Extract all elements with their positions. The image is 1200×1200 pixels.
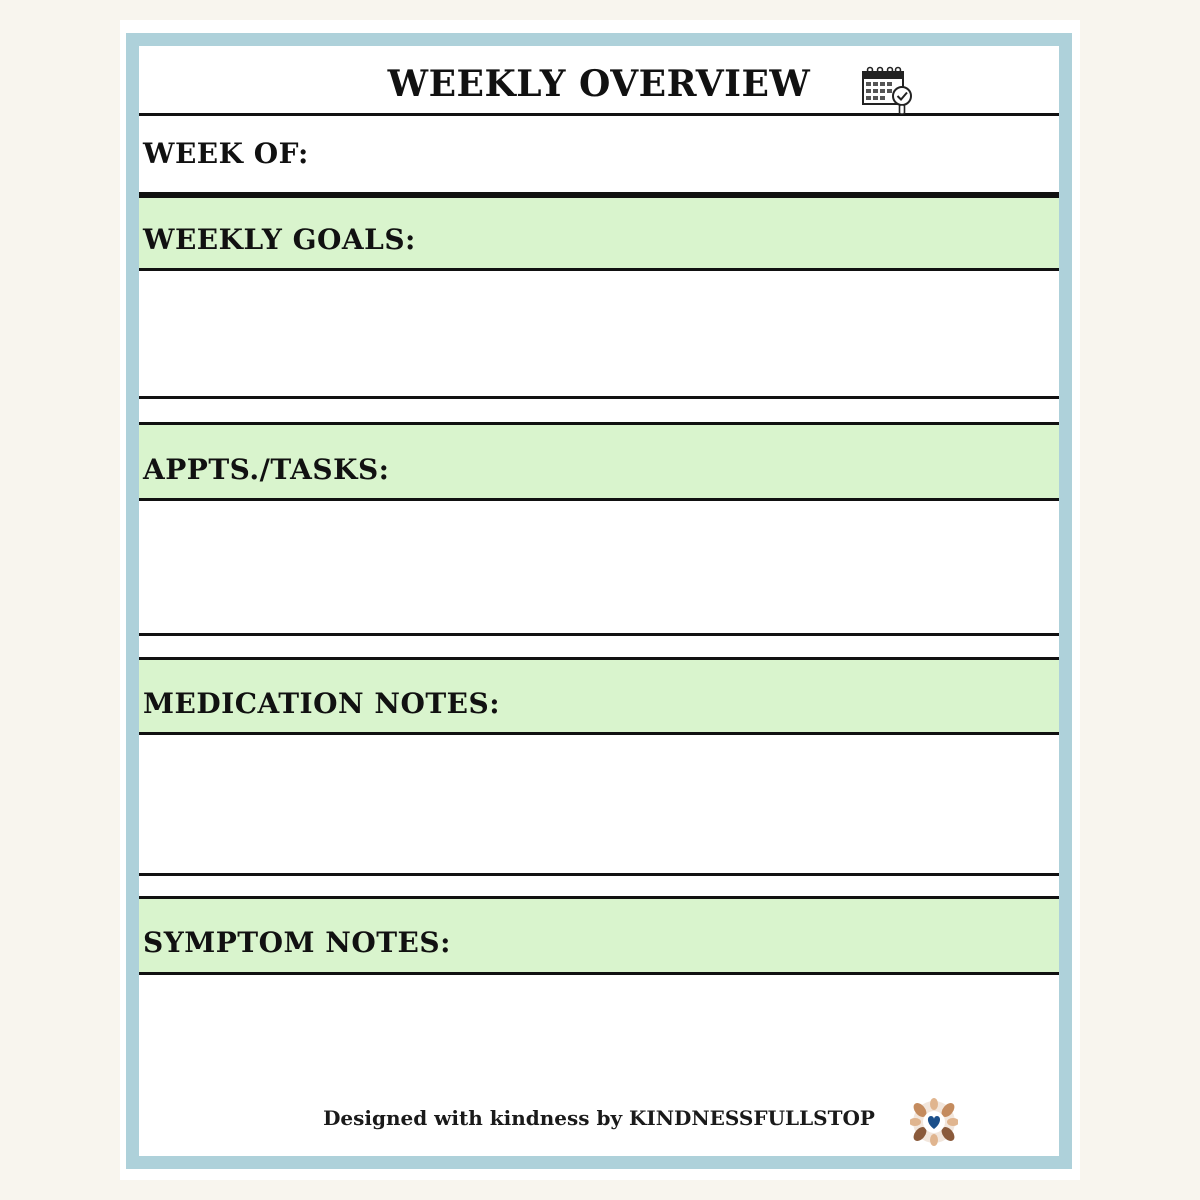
footer-credit: Designed with kindness by KINDNESSFULLSTOP — [323, 1106, 875, 1130]
medication-notes-header — [139, 660, 1059, 735]
footer — [139, 1088, 1059, 1156]
symptom-notes-header — [139, 899, 1059, 975]
appts-tasks-header — [139, 425, 1059, 501]
week-of-row — [139, 116, 1059, 198]
symptom-notes-label: SYMPTOM NOTES: — [143, 926, 451, 959]
appts-tasks-area — [139, 501, 1059, 636]
weekly-goals-header — [139, 198, 1059, 271]
medication-notes-area — [139, 735, 1059, 876]
calendar-check-icon — [861, 66, 915, 118]
medication-notes-label: MEDICATION NOTES: — [143, 687, 501, 720]
symptom-notes-section — [139, 899, 1059, 1088]
hands-heart-logo-icon — [910, 1098, 958, 1146]
page-title: WEEKLY OVERVIEW — [387, 63, 811, 105]
page-frame — [126, 33, 1072, 1169]
medication-notes-section — [139, 660, 1059, 876]
title-row — [139, 46, 1059, 116]
appts-tasks-label: APPTS./TASKS: — [143, 453, 390, 486]
weekly-goals-section — [139, 198, 1059, 396]
weekly-goals-area — [139, 271, 1059, 399]
planner-sheet — [120, 20, 1080, 1180]
weekly-goals-label: WEEKLY GOALS: — [143, 223, 416, 256]
page-content — [139, 46, 1059, 1156]
week-of-label: WEEK OF: — [143, 137, 309, 170]
appts-tasks-section — [139, 425, 1059, 635]
